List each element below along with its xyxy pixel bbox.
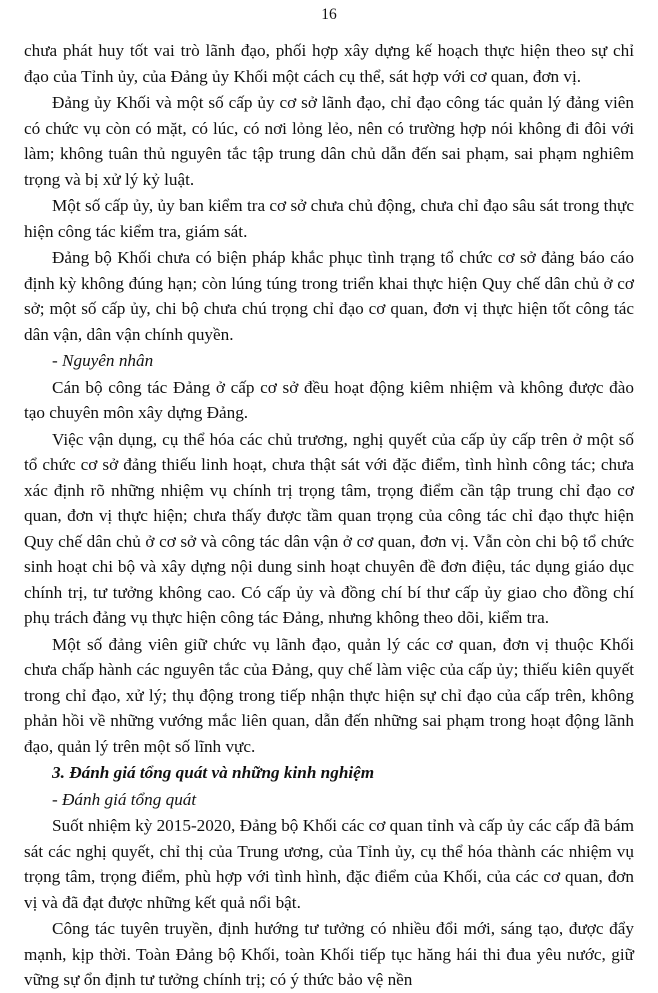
section-heading-3: 3. Đánh giá tổng quát và những kinh nghiệm — [52, 763, 375, 782]
paragraph-3: Một số cấp ủy, ủy ban kiểm tra cơ sở chưa chủ động, chưa chỉ đạo sâu sát trong thực hiện công tác kiểm tra, giám sát. — [24, 196, 634, 241]
subheading-cause: - Nguyên nhân — [52, 351, 154, 370]
page-number: 16 — [321, 6, 337, 23]
paragraph-1: chưa phát huy tốt vai trò lãnh đạo, phối hợp xây dựng kế hoạch thực hiện theo sự chỉ đạo của Tỉnh ủy, của Đảng ủy Khối một cách cụ thể, sát hợp với cơ quan, đơn vị. — [24, 41, 634, 86]
document-body — [24, 38, 634, 993]
paragraph-4: Đảng bộ Khối chưa có biện pháp khắc phục tình trạng tổ chức cơ sở đảng báo cáo định kỳ không đúng hạn; còn lúng túng trong triển khai thực hiện Quy chế dân chủ ở cơ sở; một số cấp ủy, chi bộ chưa chú trọng chỉ đạo cơ quan, đơn vị thực hiện tốt công tác dân vận, dân vận chính quyền. — [24, 248, 634, 344]
subheading-overall-assessment: - Đánh giá tổng quát — [52, 789, 197, 809]
paragraph-5: Cán bộ công tác Đảng ở cấp cơ sở đều hoạt động kiêm nhiệm và không được đào tạo chuyên môn xây dựng Đảng. — [24, 377, 634, 422]
paragraph-6: Việc vận dụng, cụ thể hóa các chủ trương, nghị quyết của cấp ủy cấp trên ở một số tổ chức cơ sở đảng thiếu linh hoạt, chưa thật sát với đặc điểm, tình hình công tác; chưa xác định rõ những nhiệm vụ chính trị trọng tâm, trọng điểm cần tập trung chỉ đạo cơ quan, đơn vị thực hiện; chưa thấy được tầm quan trọng của công tác chỉ đạo thực hiện Quy chế dân chủ ở cơ sở và công tác dân vận ở cơ quan, đơn vị. Vẫn còn chi bộ tổ chức sinh hoạt chi bộ và xây dựng nội dung sinh hoạt chuyên đề đơn điệu, tác dụng giáo dục chính trị, tư tưởng không cao. Có cấp ủy và đồng chí bí thư cấp ủy giao cho đồng chí phụ trách đảng vụ thực hiện công tác Đảng, nhưng không theo dõi, kiểm tra. — [24, 429, 634, 627]
paragraph-2: Đảng ủy Khối và một số cấp ủy cơ sở lãnh đạo, chỉ đạo công tác quản lý đảng viên có chức vụ còn có mặt, có lúc, có nơi lỏng lẻo, nên có trường hợp nói không đi đôi với làm; không tuân thủ nguyên tắc tập trung dân chủ dẫn đến sai phạm, sai phạm nghiêm trọng và bị xử lý kỷ luật. — [24, 93, 634, 189]
paragraph-9: Công tác tuyên truyền, định hướng tư tưởng có nhiều đổi mới, sáng tạo, được đẩy mạnh, kịp thời. Toàn Đảng bộ Khối, toàn Khối tiếp tục hăng hái thi đua yêu nước, giữ vững sự ổn định tư tưởng chính trị; có ý thức bảo vệ nền — [24, 919, 634, 989]
paragraph-8: Suốt nhiệm kỳ 2015-2020, Đảng bộ Khối các cơ quan tỉnh và cấp ủy các cấp đã bám sát các nghị quyết, chỉ thị của Trung ương, của Tỉnh ủy, cụ thể hóa thành các nhiệm vụ trọng tâm, trọng điểm, phù hợp với tình hình, đặc điểm của Khối, của các cơ quan, đơn vị và đã đạt được những kết quả nổi bật. — [24, 816, 634, 912]
paragraph-7: Một số đảng viên giữ chức vụ lãnh đạo, quản lý các cơ quan, đơn vị thuộc Khối chưa chấp hành các nguyên tắc của Đảng, quy chế làm việc của cấp ủy; thiếu kiên quyết trong chỉ đạo, xử lý; thụ động trong tiếp nhận thực hiện sự chỉ đạo của cấp trên, không phản hồi về những vướng mắc liên quan, dẫn đến những sai phạm trong hoạt động lãnh đạo, quản lý trên một số lĩnh vực. — [24, 634, 634, 756]
